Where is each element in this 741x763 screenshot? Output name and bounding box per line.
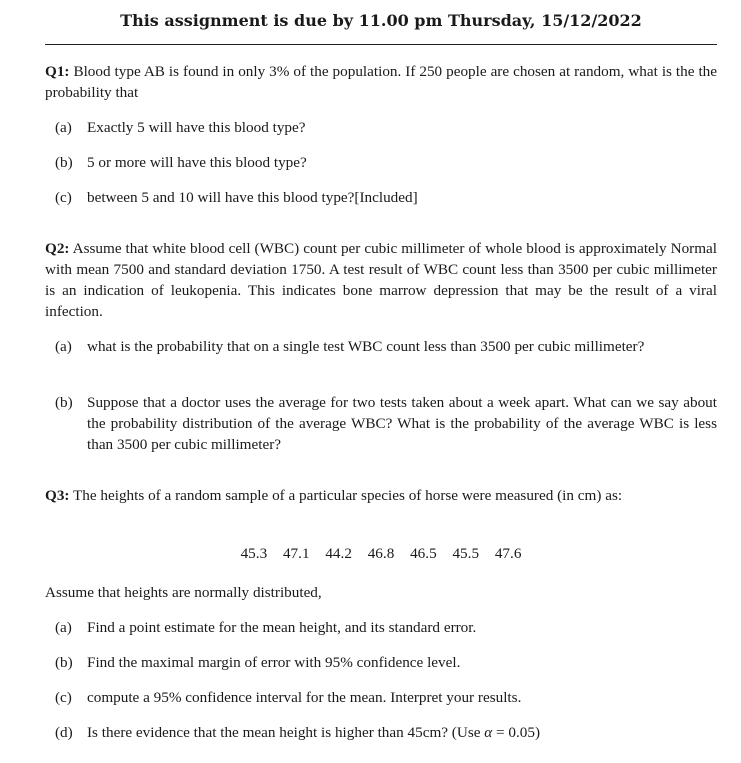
item-text: Find a point estimate for the mean height, and its standard error. <box>87 619 477 636</box>
alpha-symbol: α <box>484 724 493 741</box>
data-value: 47.6 <box>494 545 522 562</box>
due-date-header: This assignment is due by 11.00 pm Thursday, 15/12/2022 <box>120 11 642 30</box>
q2-label: Q2: <box>45 240 70 257</box>
q1-prompt <box>45 61 717 103</box>
item-label: (d) <box>55 724 73 741</box>
q1-item-b <box>55 152 717 173</box>
item-label: (a) <box>55 119 72 136</box>
item-text <box>87 722 717 743</box>
data-value: 46.8 <box>367 545 395 562</box>
q3-assumption: Assume that heights are normally distributed, <box>45 584 322 601</box>
data-value: 45.5 <box>452 545 480 562</box>
horse-heights-data <box>0 545 741 563</box>
item-text: Suppose that a doctor uses the average for two tests taken about a week apart. What can we say about the probability distribution of the average WBC? What is the probability of the average WBC is less than 3500 per cubic millimeter? <box>87 394 717 453</box>
q2-prompt <box>45 238 717 322</box>
item-text-before: Is there evidence that the mean height is higher than 45cm? (Use <box>87 724 485 741</box>
q3-label: Q3: <box>45 487 70 504</box>
data-value: 44.2 <box>325 545 352 562</box>
data-value: 45.3 <box>240 545 268 562</box>
q2-item-a <box>55 336 717 357</box>
item-label: (b) <box>55 394 73 411</box>
item-text: between 5 and 10 will have this blood type?[Included] <box>87 189 418 206</box>
item-label: (a) <box>55 619 72 636</box>
q1-text: Blood type AB is found in only 3% of the population. If 250 people are chosen at random, what is the the probability that <box>45 63 717 101</box>
q1-label: Q1: <box>45 63 70 80</box>
item-text: Exactly 5 will have this blood type? <box>87 119 306 136</box>
q2-item-b <box>55 392 717 455</box>
item-text: Find the maximal margin of error with 95% confidence level. <box>87 654 461 671</box>
data-value: 47.1 <box>282 545 310 562</box>
q3-prompt <box>45 485 717 506</box>
item-label: (b) <box>55 654 73 671</box>
item-text: what is the probability that on a single test WBC count less than 3500 per cubic millimeter? <box>87 338 645 355</box>
q3-item-b <box>55 652 717 673</box>
q2-text: Assume that white blood cell (WBC) count per cubic millimeter of whole blood is approximately Normal with mean 7500 and standard deviation 1750. A test result of WBC count less than 3500 per cubic millimeter is an indication of leukopenia. This indicates bone marrow depression that may be the result of a viral infection. <box>45 240 717 320</box>
item-text: 5 or more will have this blood type? <box>87 154 307 171</box>
item-label: (c) <box>55 689 72 706</box>
data-value: 46.5 <box>410 545 437 562</box>
q3-item-a <box>55 617 717 638</box>
item-text-after: = 0.05) <box>492 724 541 741</box>
q3-item-d <box>55 722 717 743</box>
q1-item-c <box>55 187 717 208</box>
header-divider <box>45 44 717 45</box>
item-label: (b) <box>55 154 73 171</box>
q1-item-a <box>55 117 717 138</box>
q3-item-c <box>55 687 717 708</box>
item-label: (a) <box>55 338 72 355</box>
q3-text: The heights of a random sample of a particular species of horse were measured (in cm) as: <box>73 487 623 504</box>
item-text: compute a 95% confidence interval for the mean. Interpret your results. <box>87 689 522 706</box>
item-label: (c) <box>55 189 72 206</box>
